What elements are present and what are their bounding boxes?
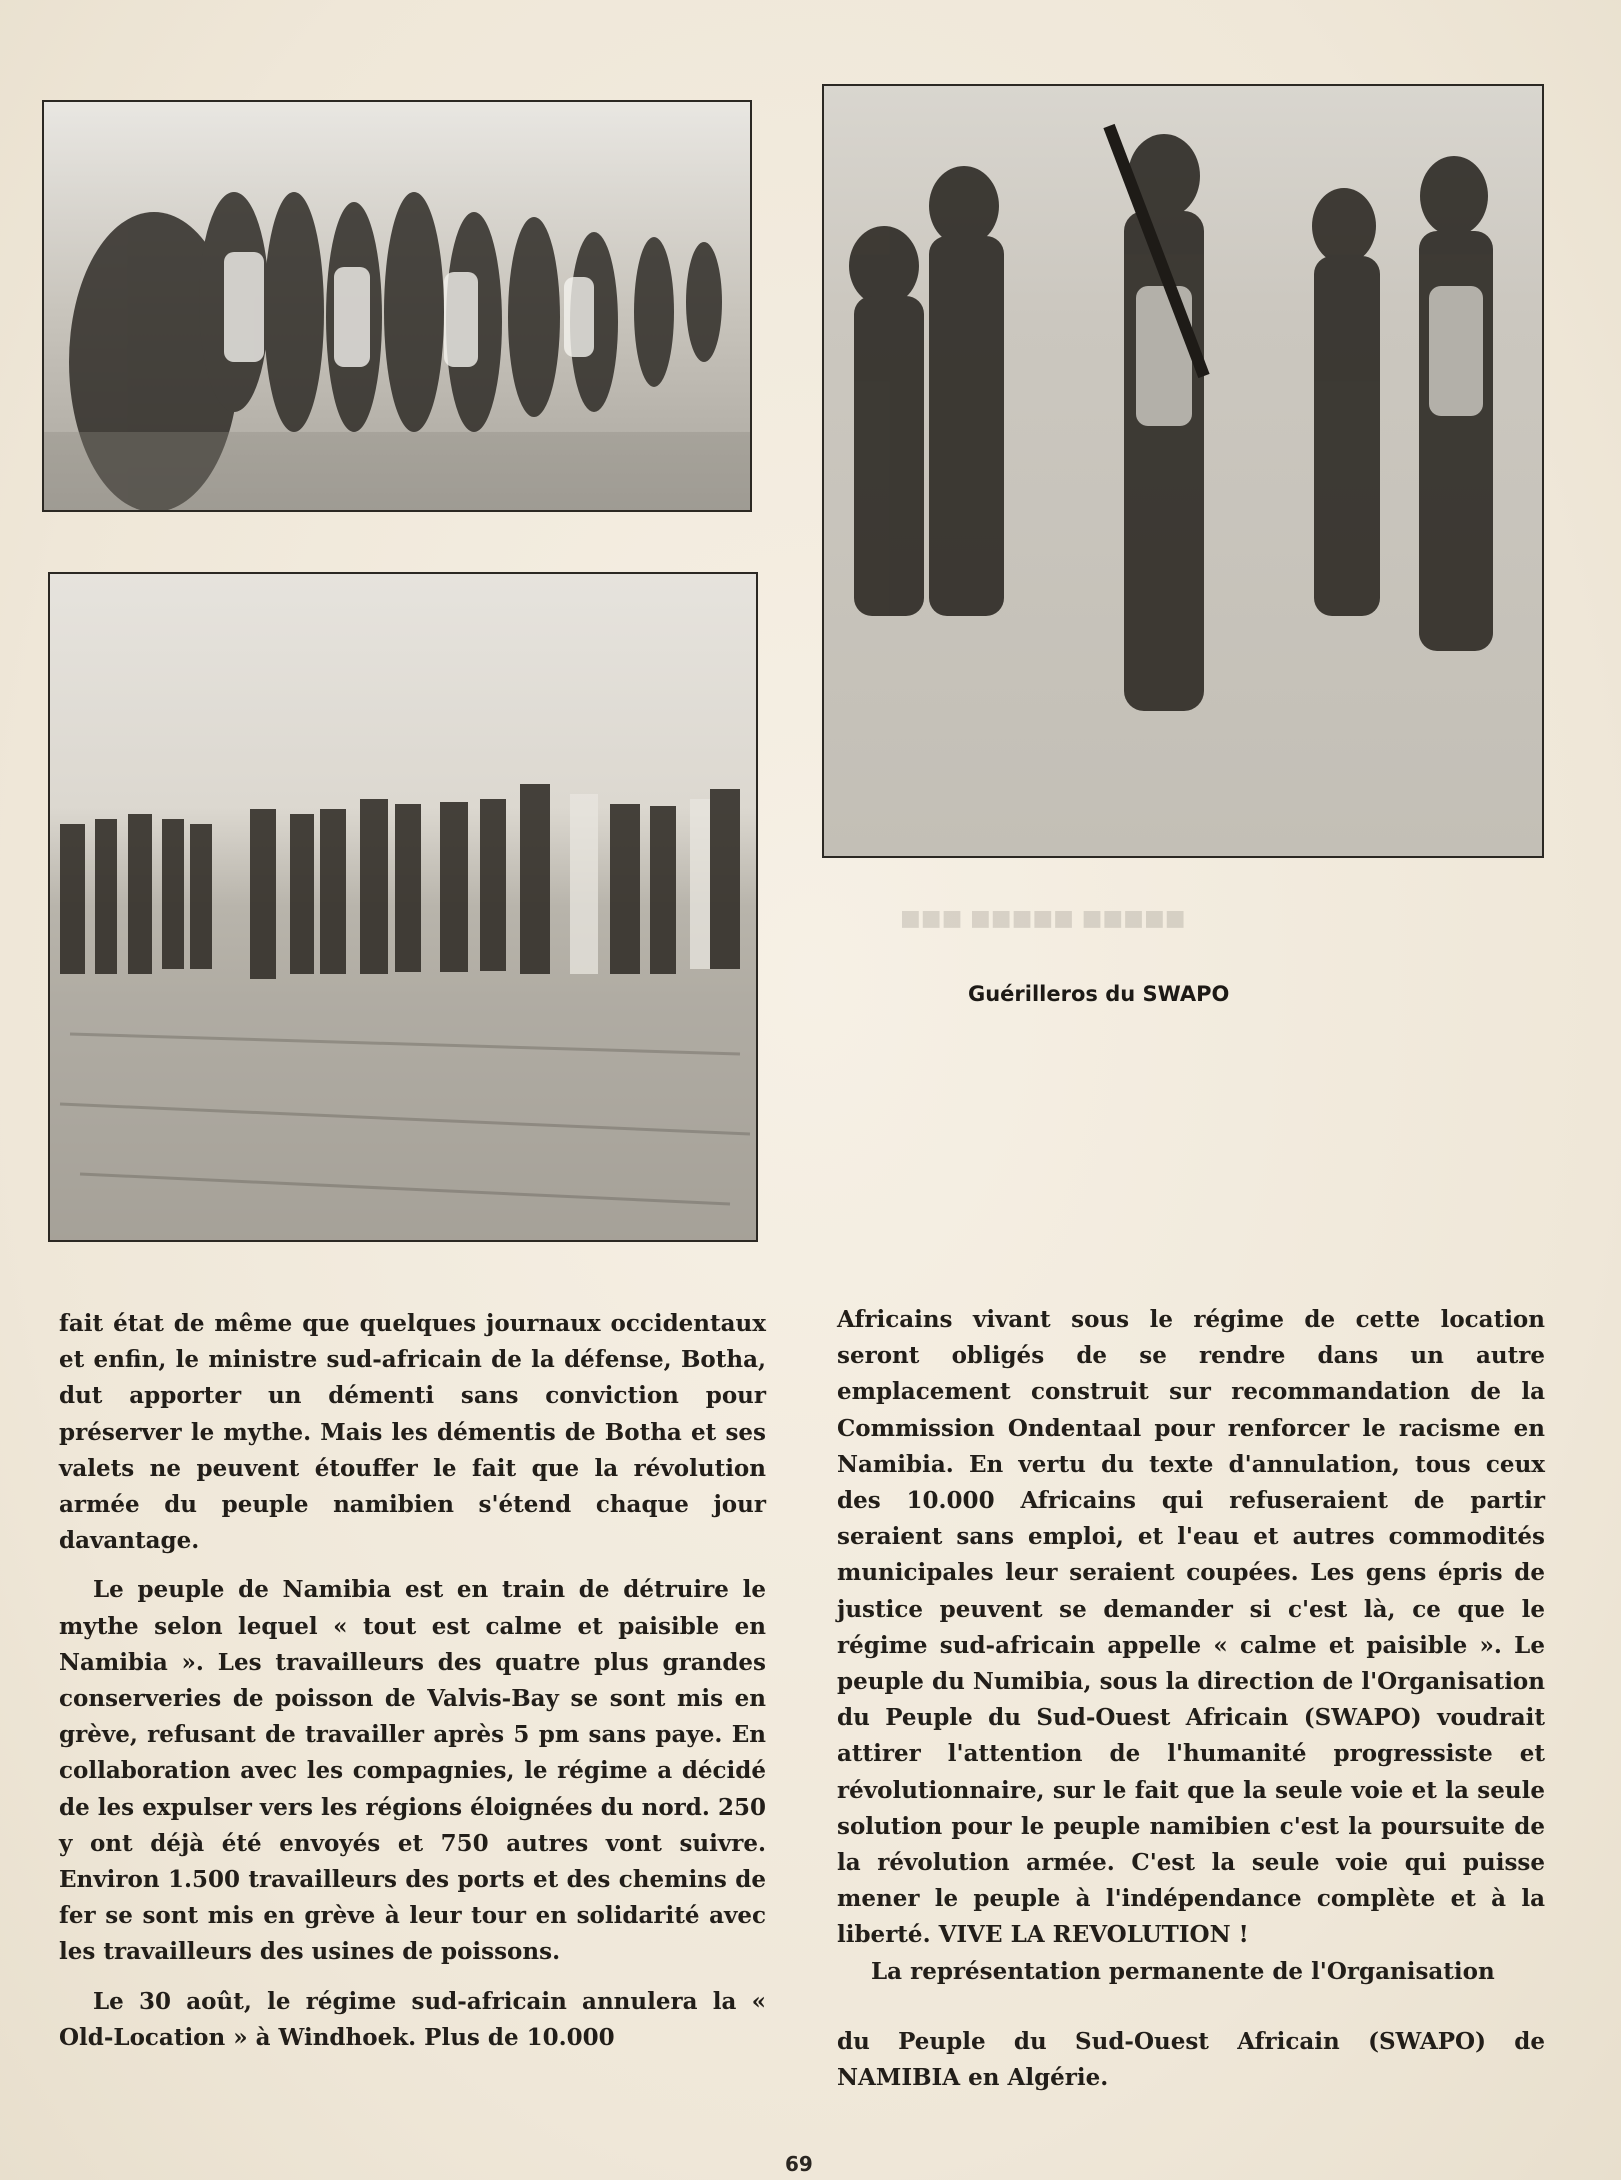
left-paragraph-1: fait état de même que quelques journaux occidentaux et enfin, le ministre sud-africain de la défense, Botha, dut apporter un démenti sans conviction pour préserver le mythe. Mais les démentis de Botha et ses valets ne peuvent étouffer le fait que la révolution armée du peuple namibien s'étend chaque jour davantage.	[59, 1310, 766, 1555]
left-text-column	[59, 1306, 766, 2056]
right-text-column	[837, 1302, 1545, 2096]
left-paragraph-2: Le peuple de Namibia est en train de détruire le mythe selon lequel « tout est calme et paisible en Namibia ». Les travailleurs des quatre plus grandes conserveries de poisson de Valvis-Bay se sont mis en grève, refusant de travailler après 5 pm sans paye. En collaboration avec les compagnies, le régime a décidé de les expulser vers les régions éloignées du nord. 250 y ont déjà été envoyés et 750 autres vont suivre. Environ 1.500 travailleurs des ports et des chemins de fer se sont mis en grève à leur tour en solidarité avec les travailleurs des usines de poissons.	[59, 1576, 766, 1966]
right-paragraph-1: Africains vivant sous le régime de cette location seront obligés de se rendre dans un autre emplacement construit sur recommandation de la Commission Ondentaal pour renforcer le racisme en Namibia. En vertu du texte d'annulation, tous ceux des 10.000 Africains qui refuseraient de partir seraient sans emploi, et l'eau et autres commodités municipales leur seraient coupées. Les gens épris de justice peuvent se demander si c'est là, ce que le régime sud-africain appelle « calme et paisible ». Le peuple du Numibia, sous la direction de l'Organisation du Peuple du Sud-Ouest Africain (SWAPO) voudrait attirer l'attention de l'humanité progressiste et révolutionnaire, sur le fait que la seule voie et la seule solution pour le peuple namibien c'est la poursuite de la révolution armée. C'est la seule voie qui puisse mener le peuple à l'indépendance complète et à la liberté. VIVE LA REVOLUTION !	[837, 1306, 1545, 1949]
page-number: 69	[785, 2152, 813, 2176]
right-signature-line-1: La représentation permanente de l'Organisation	[871, 1957, 1495, 1985]
marching-crowd-photo	[44, 102, 750, 510]
armed-guerrillas-photo	[824, 86, 1542, 856]
photo-top-left	[42, 100, 752, 512]
left-paragraph-3: Le 30 août, le régime sud-africain annulera la « Old-Location » à Windhoek. Plus de 10.000	[59, 1987, 766, 2051]
military-formation-photo	[50, 574, 756, 1240]
right-signature-line-2: du Peuple du Sud-Ouest Africain (SWAPO) de NAMIBIA en Algérie.	[837, 2027, 1545, 2092]
photo-middle-left	[48, 572, 758, 1242]
bleed-through-text: ■■■ ■■■■■ ■■■■■	[900, 905, 1186, 931]
photo-right	[822, 84, 1544, 858]
photo-caption: Guérilleros du SWAPO	[968, 982, 1230, 1006]
